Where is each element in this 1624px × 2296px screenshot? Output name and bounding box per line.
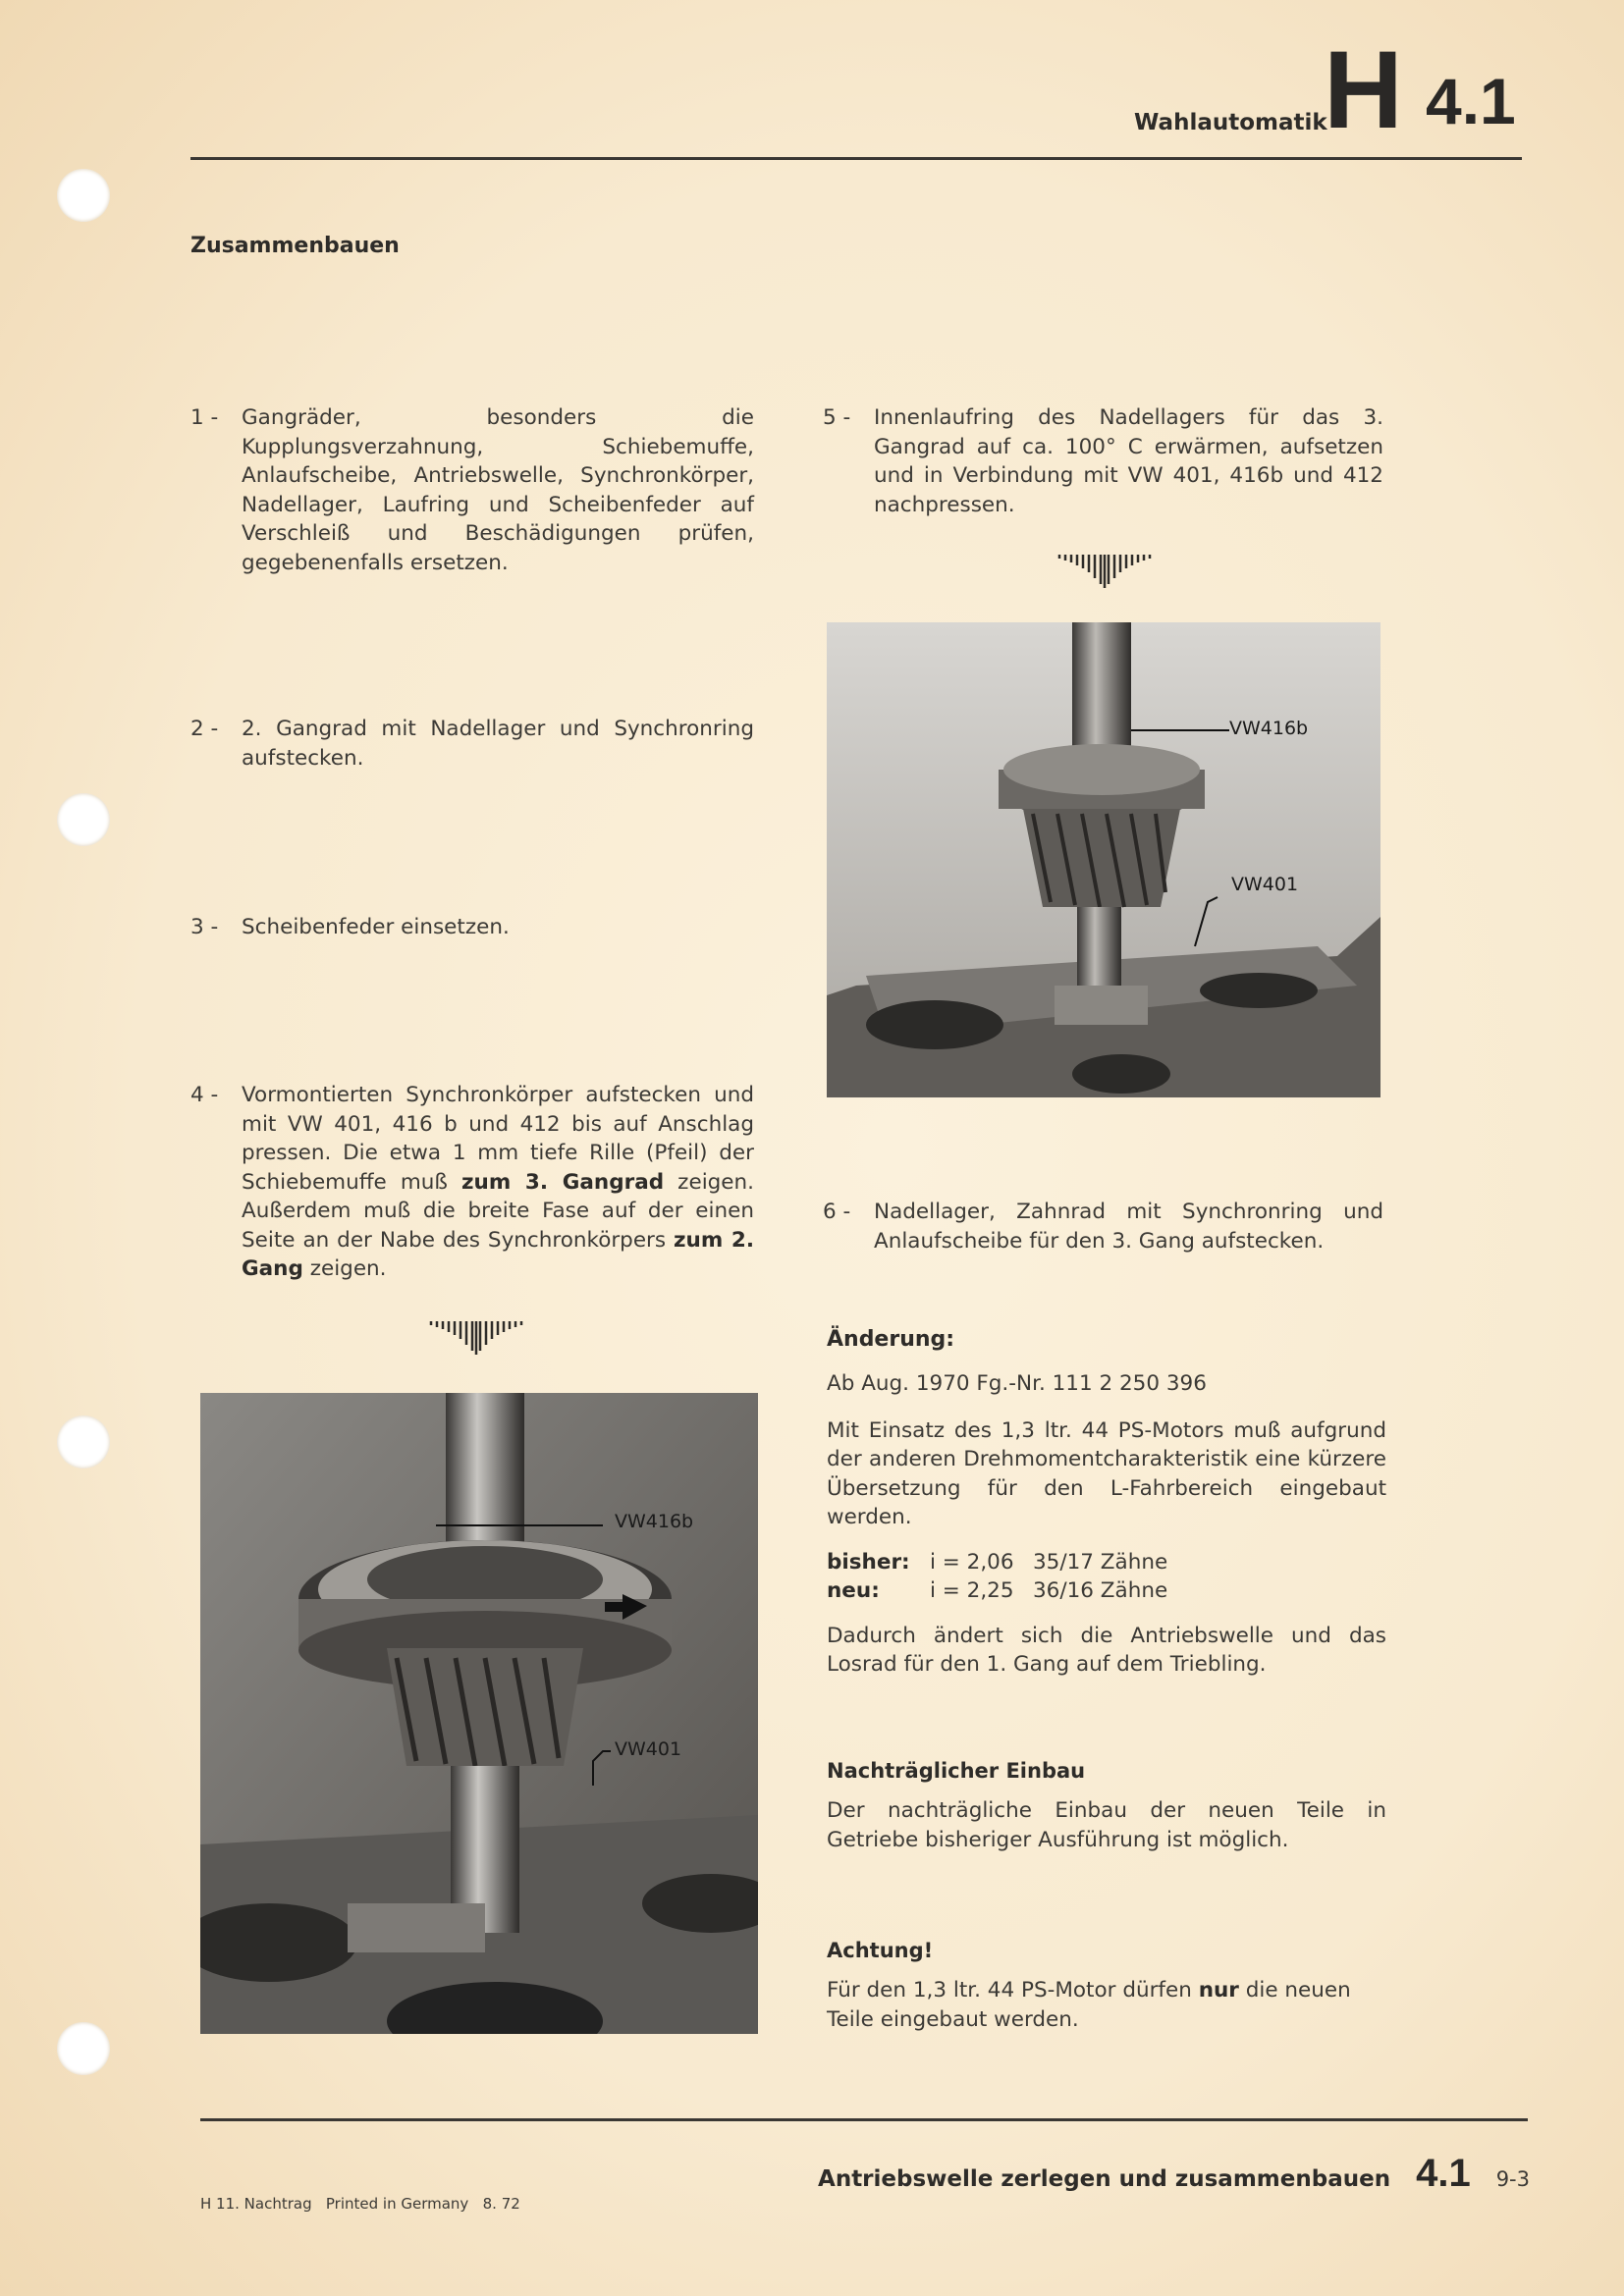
print-info: H 11. Nachtrag Printed in Germany 8. 72	[200, 2195, 520, 2213]
step-number: 5 -	[823, 405, 851, 430]
step-text: 2. Gangrad mit Nadellager und Synchronring aufstecken.	[242, 717, 754, 771]
header-number: 4.1	[1426, 65, 1516, 137]
step-3	[190, 913, 754, 942]
step-text: Scheibenfeder einsetzen.	[242, 915, 510, 939]
footer-title-row	[818, 2152, 1530, 2196]
header-section: Wahlautomatik	[1134, 110, 1327, 135]
step-text	[242, 1081, 754, 1284]
text: zeigen.	[302, 1256, 387, 1281]
tool-label-vw401: VW401	[1231, 874, 1299, 895]
warning-section	[827, 1939, 1386, 2034]
photo-synchro-assembly	[200, 1393, 758, 2034]
header-letter: H	[1324, 28, 1403, 151]
emphasis: nur	[1198, 1978, 1239, 2002]
teeth-count: 35/17 Zähne	[1033, 1549, 1168, 1575]
step-1	[190, 403, 754, 577]
punch-hole	[57, 169, 110, 222]
text: Vormontierten Synchronkörper aufstecken und mit VW 401, 416 b und 412 bis auf Anschlag pressen. Die etwa 1 mm tiefe Rille (Pfeil) der Schiebemuffe muß	[242, 1083, 754, 1195]
header-rule	[190, 157, 1522, 160]
gear-press-illustration	[200, 1393, 758, 2034]
step-4	[190, 1081, 754, 1284]
retrofit-title: Nachträglicher Einbau	[827, 1759, 1086, 1783]
section-heading: Zusammenbauen	[190, 234, 400, 258]
text: Für den 1,3 ltr. 44 PS-Motor dürfen	[827, 1978, 1199, 2002]
ratio-label: bisher:	[827, 1549, 910, 1575]
step-number: 2 -	[190, 717, 219, 741]
teeth-count: 36/16 Zähne	[1033, 1578, 1168, 1603]
emphasis: zum 3. Gangrad	[461, 1169, 665, 1195]
punch-hole	[57, 1415, 110, 1468]
retrofit-text: Der nachträgliche Einbau der neuen Teile in Getriebe bisheriger Ausführung ist möglich.	[827, 1798, 1386, 1852]
text: zeigen. Außerdem muß die breite Fase auf der einen Seite an der Nabe des Synchronkörpers	[242, 1169, 754, 1253]
ratio-value: i = 2,06	[930, 1549, 1014, 1575]
step-number: 1 -	[190, 405, 219, 430]
tool-label-vw416b: VW416b	[615, 1511, 694, 1532]
ratio-row	[827, 1548, 1386, 1577]
page-number: 9-3	[1495, 2167, 1530, 2191]
footer-title: Antriebswelle zerlegen und zusammenbauen	[818, 2166, 1391, 2192]
footer-number: 4.1	[1416, 2152, 1471, 2195]
step-text: Innenlaufring des Nadellagers für das 3. Gangrad auf ca. 100° C erwärmen, aufsetzen und in Verbindung mit VW 401, 416b und 412 nachpressen.	[874, 405, 1383, 517]
ratio-label: neu:	[827, 1578, 880, 1603]
ratio-table	[827, 1548, 1386, 1606]
step-number: 3 -	[190, 915, 219, 939]
retrofit-section	[827, 1759, 1386, 1854]
footer-rule	[200, 2118, 1528, 2121]
photo-inner-race-press	[827, 622, 1380, 1097]
text: die neuen Teile eingebaut werden.	[827, 1978, 1351, 2032]
warning-title: Achtung!	[827, 1939, 934, 1962]
down-arrow-icon	[427, 1319, 525, 1359]
step-2	[190, 715, 754, 773]
punch-hole	[57, 2022, 110, 2075]
change-title: Änderung:	[827, 1327, 955, 1352]
change-notice	[827, 1327, 1386, 1680]
punch-hole	[57, 793, 110, 846]
change-result: Dadurch ändert sich die Antriebswelle und das Losrad für den 1. Gang auf dem Triebling.	[827, 1623, 1386, 1677]
down-arrow-icon	[1056, 553, 1154, 592]
ratio-value: i = 2,25	[930, 1578, 1014, 1603]
step-text: Nadellager, Zahnrad mit Synchronring und Anlaufscheibe für den 3. Gang aufstecken.	[874, 1200, 1383, 1254]
warning-text	[827, 1976, 1386, 2034]
change-from: Ab Aug. 1970 Fg.-Nr. 111 2 250 396	[827, 1371, 1207, 1396]
tool-label-vw416b: VW416b	[1229, 718, 1309, 739]
tool-label-vw401: VW401	[615, 1738, 682, 1760]
step-6	[823, 1198, 1383, 1255]
gear-press-illustration	[827, 622, 1380, 1097]
step-text: Gangräder, besonders die Kupplungsverzahnung, Schiebemuffe, Anlaufscheibe, Antriebswelle, Synchronkörper, Nadellager, Laufring und Scheibenfeder auf Verschleiß und Beschädigungen prüfen, gegebenenfalls ersetzen.	[242, 405, 754, 575]
emphasis: zum 2. Gang	[242, 1227, 754, 1281]
step-number: 4 -	[190, 1083, 219, 1107]
step-number: 6 -	[823, 1200, 851, 1224]
change-text: Mit Einsatz des 1,3 ltr. 44 PS-Motors muß aufgrund der anderen Drehmomentcharakteristik eine kürzere Übersetzung für den L-Fahrbereich eingebaut werden.	[827, 1417, 1386, 1529]
ratio-row	[827, 1576, 1386, 1606]
step-5	[823, 403, 1383, 519]
